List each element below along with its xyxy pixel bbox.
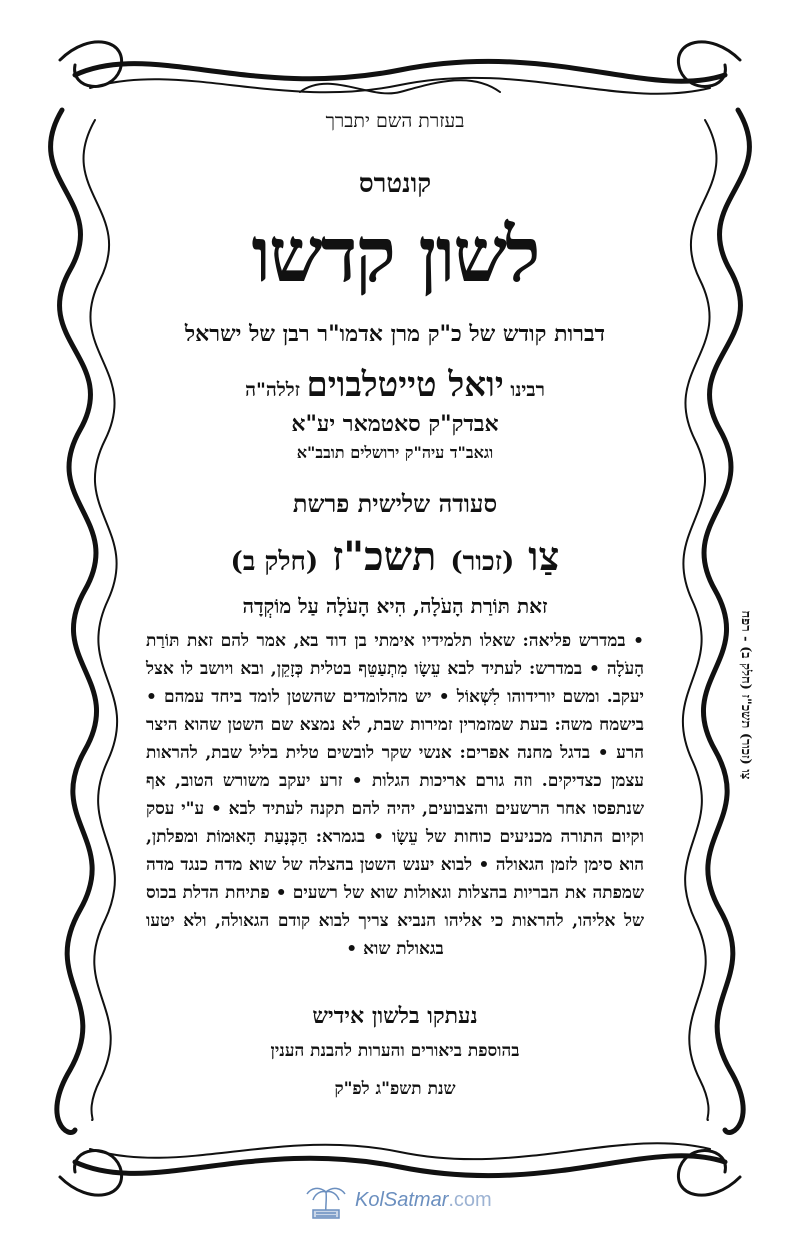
title-page-content — [140, 105, 650, 1099]
spine-text: צַו (זכור) תשכ"ז (חלק ב) - רפח — [738, 610, 753, 780]
divrei-line: דברות קודש של כ"ק מרן אדמו"ר רבן של ישראל — [184, 321, 606, 347]
header-blessing: בעזרת השם יתברך — [325, 110, 465, 132]
rabbi-title-2: וגאב"ד עיה"ק ירושלים תובב"א — [296, 443, 494, 462]
kolsatmar-logo[interactable] — [303, 1180, 492, 1220]
year-line: שנת תשפ"ג לפ"ק — [334, 1079, 456, 1099]
logo-tld: .com — [448, 1188, 492, 1211]
logo-wordmark — [355, 1189, 492, 1212]
rabbi-name: יואל טייטלבוים — [306, 365, 504, 405]
rabbi-title-1: אבדק"ק סאטמאר יע"א — [291, 411, 499, 437]
parsha-heading — [140, 533, 650, 580]
seudah-label: סעודה שלישית פרשת — [292, 489, 498, 518]
parsha-zachor: (זכור) — [450, 547, 515, 577]
parsha-name: צַו — [528, 533, 560, 580]
parsha-part: (חלק ב) — [230, 547, 319, 577]
topic-verse: זאת תּוֹרַת הָעֹלָה, הִיא הָעֹלָה עַל מוֹקְדָה — [242, 594, 548, 618]
summary-paragraph: • במדרש פליאה: שאלו תלמידיו אימתי בן דוד בא, אמר להם זאת תּוֹרַת הָעֹלָה • במדרש: לעתיד לבא עֵשָׂו מִתְעַטֵּף בטלית כְּזָקֵן, ובא ויושב לו אצל יעקב. ומשם יורידוהו לִשְׁאוֹל • יש מהלומדים שהשטן לומד ביחד עמהם • בישמח משה: בעת שמזמרין זמירות שבת, לא נמצא שם השטן שהוא היצר הרע • בדגל מחנה אפרים: אנשי שקר לובשים טלית בליל שבת, להראות עצמן כצדיקים. וזה גורם אריכות הגלות • זרע יעקב משורש הטוב, אף שנתפסו אחר הרשעים והצבועים, יהיה להם תקנה לעתיד לבא • ע"י עסק וקיום התורה מכניעים כוחות של עֵשָׂו • בגמרא: הַכְּנָעַת הָאוּמוֹת ומפלתן, הוא סימן לזמן הגאולה • לבוא יענש השטן בהצלה של שוא מדה כנגד מדה שמפתה את הבריות בהצלות וגאולות שוא של רשעים • פתיחת הדלת בכוס של אליהו, להראות כי אליהו הנביא צריך לבוא קודם הגאולה, ולא יטעו בגאולת שוא • — [146, 631, 645, 959]
rabbi-prefix: רבינו — [510, 379, 545, 401]
kuntres-label: קונטרס — [358, 169, 432, 199]
main-title: לשון קדשו — [251, 210, 539, 299]
rabbi-suffix: זללה"ה — [245, 379, 300, 401]
palm-tree-icon — [303, 1180, 349, 1220]
parsha-year: תשכ"ז — [332, 533, 437, 580]
logo-name: KolSatmar — [355, 1188, 449, 1211]
rabbi-name-row — [140, 365, 650, 405]
translation-note: נעתקו בלשון אידיש — [312, 1003, 478, 1029]
addition-note: בהוספת ביאורים והערות להבנת הענין — [270, 1041, 520, 1061]
